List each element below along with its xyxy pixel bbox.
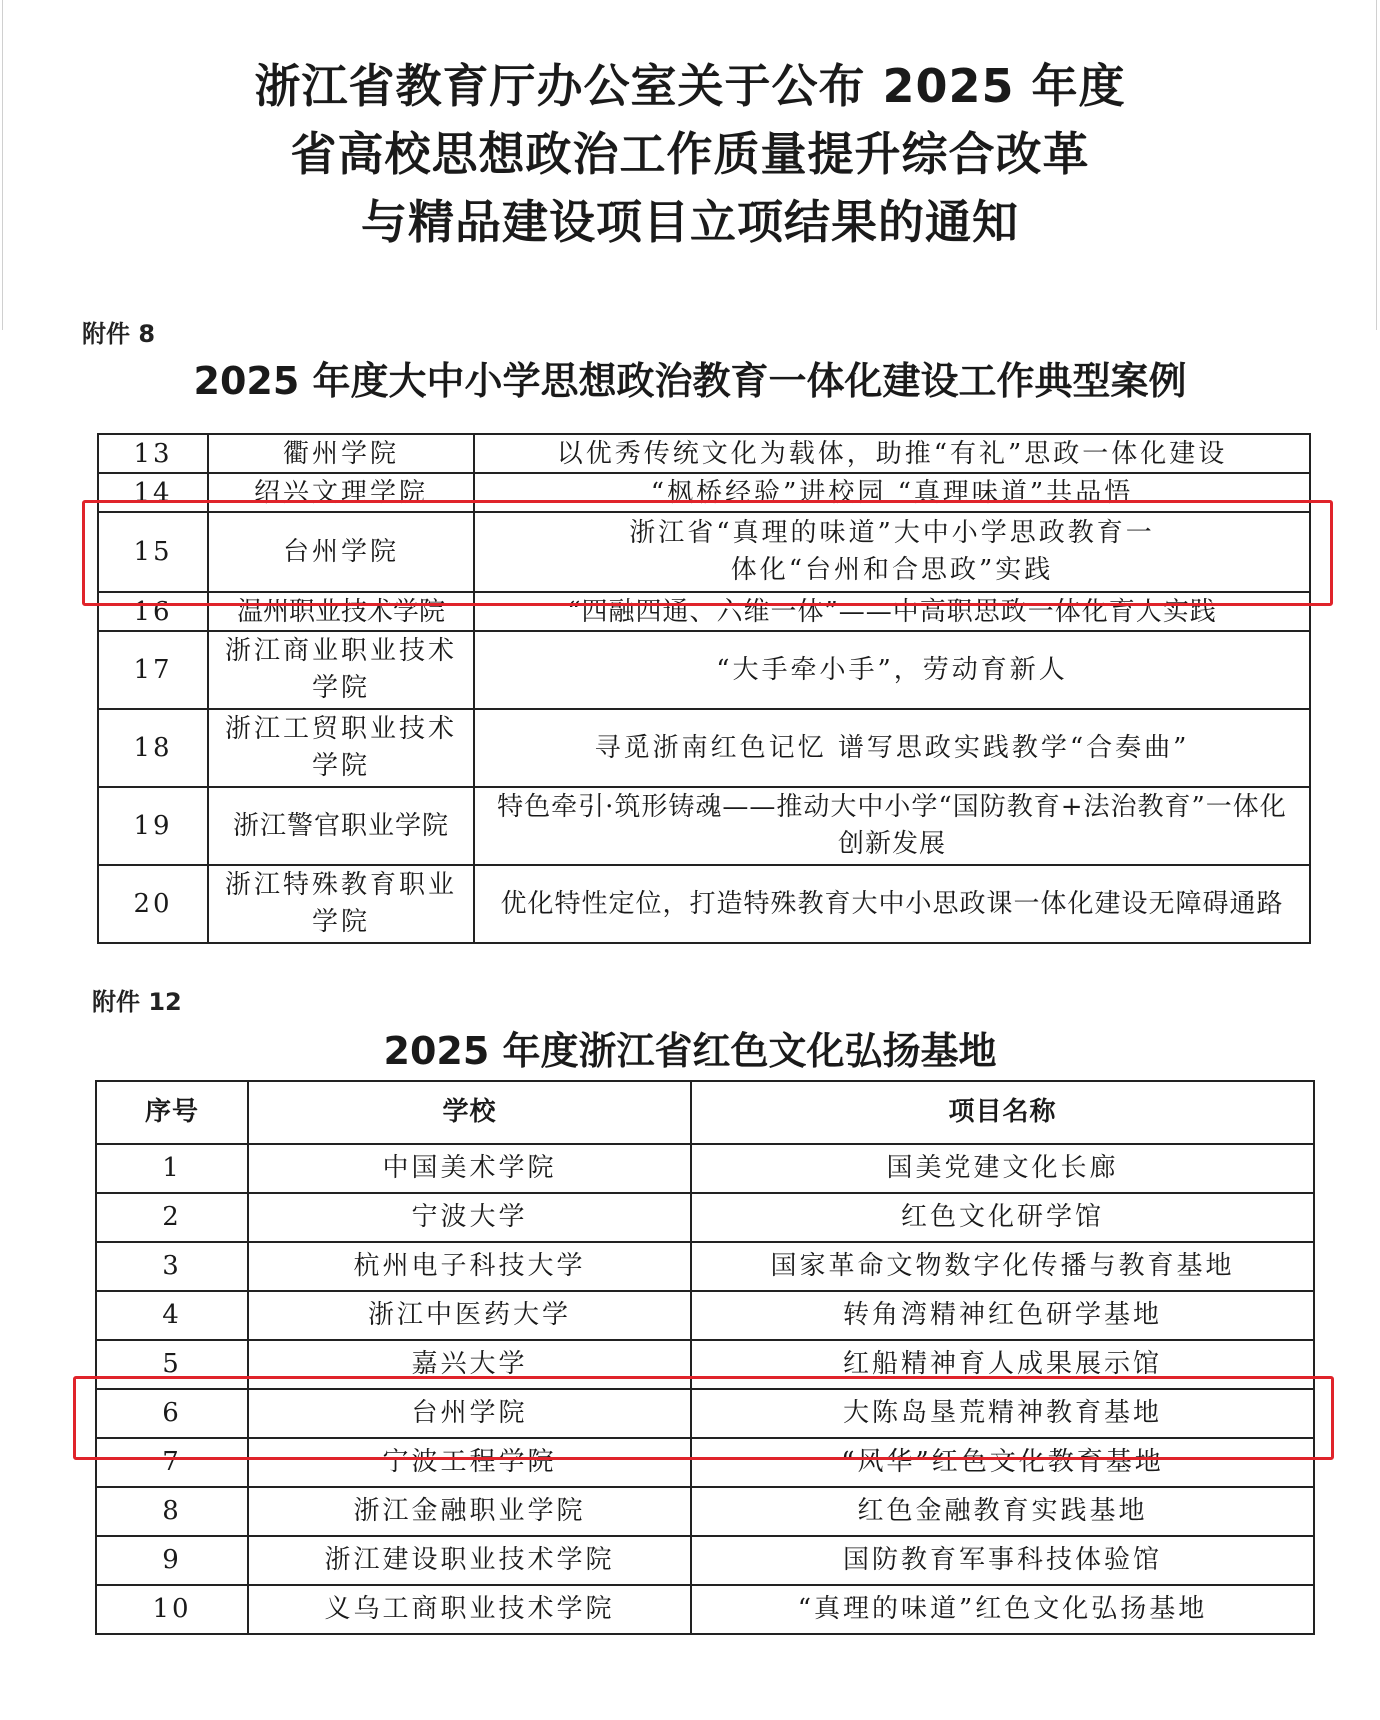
- project-name: 转角湾精神红色研学基地: [691, 1291, 1314, 1340]
- project-name: 国防教育军事科技体验馆: [691, 1536, 1314, 1585]
- project-name: 红船精神育人成果展示馆: [691, 1340, 1314, 1389]
- school-name: 中国美术学院: [248, 1144, 691, 1193]
- row-number: 3: [96, 1242, 248, 1291]
- row-number: 18: [98, 709, 208, 787]
- project-name: 优化特性定位，打造特殊教育大中小思政课一体化建设无障碍通路: [474, 865, 1310, 943]
- row-number: 13: [98, 434, 208, 473]
- school-name: 杭州电子科技大学: [248, 1242, 691, 1291]
- project-name: “大手牵小手”，劳动育新人: [474, 631, 1310, 709]
- column-header-number: 序号: [96, 1081, 248, 1144]
- attachment-8-title: 2025 年度大中小学思想政治教育一体化建设工作典型案例: [193, 359, 1187, 403]
- row-number: 16: [98, 592, 208, 631]
- row-number: 7: [96, 1438, 248, 1487]
- row-number: 2: [96, 1193, 248, 1242]
- school-name: 绍兴文理学院: [208, 473, 474, 512]
- title-line-1: 浙江省教育厅办公室关于公布 2025 年度: [254, 59, 1126, 113]
- table-row: [96, 1340, 1314, 1389]
- table-row: [98, 473, 1310, 512]
- school-name: 浙江商业职业技术学院: [208, 631, 474, 709]
- row-number: 14: [98, 473, 208, 512]
- table-row: [98, 631, 1310, 709]
- project-name: 寻觅浙南红色记忆 谱写思政实践教学“合奏曲”: [474, 709, 1310, 787]
- school-name: 嘉兴大学: [248, 1340, 691, 1389]
- attachment-12-title: 2025 年度浙江省红色文化弘扬基地: [383, 1029, 997, 1073]
- table-row: [96, 1242, 1314, 1291]
- table-row: [98, 865, 1310, 943]
- school-name: 台州学院: [248, 1389, 691, 1438]
- row-number: 15: [98, 512, 208, 592]
- row-number: 1: [96, 1144, 248, 1193]
- school-name: 浙江特殊教育职业学院: [208, 865, 474, 943]
- typical-cases-table: [97, 433, 1311, 944]
- project-name: 浙江省“真理的味道”大中小学思政教育一体化“台州和合思政”实践: [474, 512, 1310, 592]
- red-culture-bases-table: [95, 1080, 1315, 1635]
- table-row: [98, 592, 1310, 631]
- project-name: 红色文化研学馆: [691, 1193, 1314, 1242]
- school-name: 浙江警官职业学院: [208, 787, 474, 865]
- school-name: 义乌工商职业技术学院: [248, 1585, 691, 1634]
- table-row: [98, 709, 1310, 787]
- school-name: 宁波大学: [248, 1193, 691, 1242]
- project-name: 大陈岛垦荒精神教育基地: [691, 1389, 1314, 1438]
- row-number: 5: [96, 1340, 248, 1389]
- title-line-3: 与精品建设项目立项结果的通知: [361, 195, 1019, 249]
- project-name: 红色金融教育实践基地: [691, 1487, 1314, 1536]
- school-name: 衢州学院: [208, 434, 474, 473]
- school-name: 浙江中医药大学: [248, 1291, 691, 1340]
- row-number: 8: [96, 1487, 248, 1536]
- project-name: 特色牵引·筑形铸魂——推动大中小学“国防教育+法治教育”一体化创新发展: [474, 787, 1310, 865]
- table-row: [96, 1487, 1314, 1536]
- row-number: 10: [96, 1585, 248, 1634]
- column-header-project: 项目名称: [691, 1081, 1314, 1144]
- school-name: 台州学院: [208, 512, 474, 592]
- table-row: [96, 1144, 1314, 1193]
- table-row-highlighted: [98, 512, 1310, 592]
- attachment-12-label: 附件 12: [92, 988, 182, 1016]
- table-row: [96, 1585, 1314, 1634]
- project-name: “枫桥经验”进校园 “真理味道”共品悟: [474, 473, 1310, 512]
- project-name: 国美党建文化长廊: [691, 1144, 1314, 1193]
- row-number: 19: [98, 787, 208, 865]
- row-number: 4: [96, 1291, 248, 1340]
- project-name: “四融四通、六维一体”——中高职思政一体化育人实践: [474, 592, 1310, 631]
- table-row: [98, 787, 1310, 865]
- column-header-school: 学校: [248, 1081, 691, 1144]
- school-name: 浙江建设职业技术学院: [248, 1536, 691, 1585]
- attachment-8-label: 附件 8: [82, 320, 156, 348]
- document-title: [0, 52, 1380, 256]
- project-name: “风华”红色文化教育基地: [691, 1438, 1314, 1487]
- row-number: 17: [98, 631, 208, 709]
- school-name: 宁波工程学院: [248, 1438, 691, 1487]
- project-name: “真理的味道”红色文化弘扬基地: [691, 1585, 1314, 1634]
- school-name: 温州职业技术学院: [208, 592, 474, 631]
- row-number: 9: [96, 1536, 248, 1585]
- school-name: 浙江工贸职业技术学院: [208, 709, 474, 787]
- table-row-highlighted: [96, 1389, 1314, 1438]
- table-row: [98, 434, 1310, 473]
- row-number: 20: [98, 865, 208, 943]
- table-row: [96, 1536, 1314, 1585]
- title-line-2: 省高校思想政治工作质量提升综合改革: [290, 127, 1090, 181]
- school-name: 浙江金融职业学院: [248, 1487, 691, 1536]
- project-name: 国家革命文物数字化传播与教育基地: [691, 1242, 1314, 1291]
- project-name: 以优秀传统文化为载体，助推“有礼”思政一体化建设: [474, 434, 1310, 473]
- table-row: [96, 1291, 1314, 1340]
- table-row: [96, 1193, 1314, 1242]
- table-header-row: [96, 1081, 1314, 1144]
- table-row: [96, 1438, 1314, 1487]
- row-number: 6: [96, 1389, 248, 1438]
